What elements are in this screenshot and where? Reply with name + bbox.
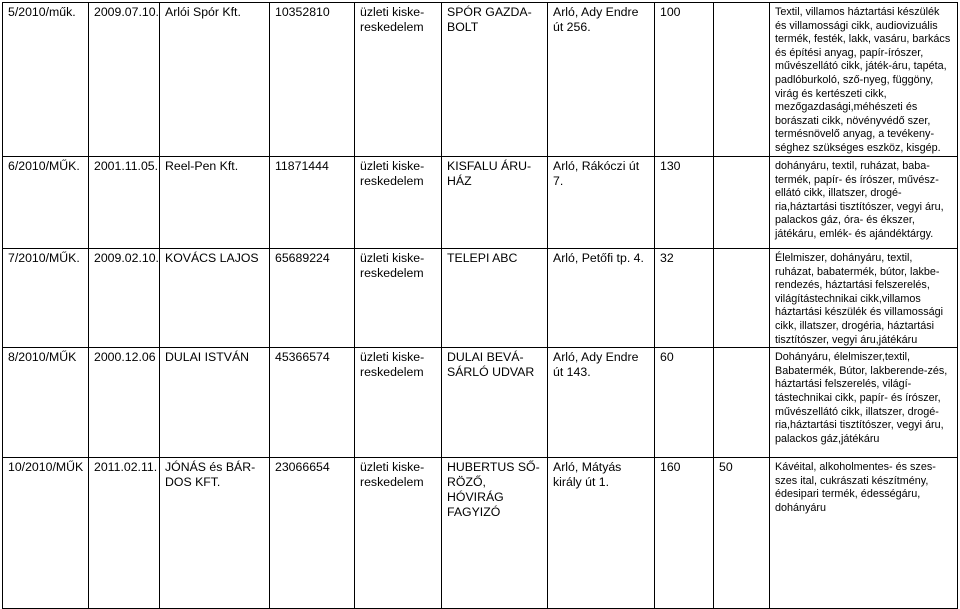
- type-cell: üzleti kiske-reskedelem: [355, 348, 442, 458]
- reg-no-cell: 6/2010/MŰK.: [3, 157, 89, 249]
- area-cell: 130: [655, 157, 714, 249]
- tax-id-cell: 65689224: [270, 249, 355, 348]
- shop-name-cell: KISFALU ÁRU-HÁZ: [442, 157, 548, 249]
- date-cell: 2011.02.11.: [89, 458, 160, 609]
- table-row: [3, 249, 958, 348]
- table-row: [3, 458, 958, 609]
- table-row: [3, 157, 958, 249]
- shop-name-cell: TELEPI ABC: [442, 249, 548, 348]
- reg-no-cell: 7/2010/MŰK.: [3, 249, 89, 348]
- tax-id-cell: 23066654: [270, 458, 355, 609]
- address-cell: Arló, Mátyás király út 1.: [548, 458, 655, 609]
- shop-name-cell: DULAI BEVÁ-SÁRLÓ UDVAR: [442, 348, 548, 458]
- address-cell: Arló, Rákóczi út 7.: [548, 157, 655, 249]
- extra-cell: [714, 3, 770, 157]
- date-cell: 2000.12.06: [89, 348, 160, 458]
- area-cell: 32: [655, 249, 714, 348]
- company-cell: DULAI ISTVÁN: [160, 348, 270, 458]
- tax-id-cell: 45366574: [270, 348, 355, 458]
- type-cell: üzleti kiske-reskedelem: [355, 157, 442, 249]
- activities-cell: dohányáru, textil, ruházat, baba-termék, papír- és írószer, művész-ellátó cikk, illatszer, drogé-ria,háztartási tisztítószer, vegyi áru, palackos gáz, óra- és ékszer, játékáru, emlék- és ajándéktárgy.: [770, 157, 958, 249]
- area-cell: 160: [655, 458, 714, 609]
- address-cell: Arló, Ady Endre út 143.: [548, 348, 655, 458]
- reg-no-cell: 8/2010/MŰK: [3, 348, 89, 458]
- type-cell: üzleti kiske-reskedelem: [355, 249, 442, 348]
- table-row: [3, 3, 958, 157]
- activities-cell: Kávéital, alkoholmentes- és szes-szes ital, cukrászati készítmény, édesipari termék, édességáru, dohányáru: [770, 458, 958, 609]
- shop-name-cell: SPÓR GAZDA-BOLT: [442, 3, 548, 157]
- table-row: [3, 348, 958, 458]
- company-cell: Arlói Spór Kft.: [160, 3, 270, 157]
- company-cell: JÓNÁS és BÁR-DOS KFT.: [160, 458, 270, 609]
- area-cell: 60: [655, 348, 714, 458]
- reg-no-cell: 10/2010/MŰK: [3, 458, 89, 609]
- extra-cell: 50: [714, 458, 770, 609]
- tax-id-cell: 10352810: [270, 3, 355, 157]
- activities-cell: Dohányáru, élelmiszer,textil, Babatermék, Bútor, lakberende-zés, háztartási felszerelés, világí-tástechnikai cikk, papír- és írószer, művészellátó cikk, illatszer, drogé-ria,háztartási tisztítószer, vegyi áru, palackos gáz,játékáru: [770, 348, 958, 458]
- company-cell: KOVÁCS LAJOS: [160, 249, 270, 348]
- reg-no-cell: 5/2010/műk.: [3, 3, 89, 157]
- company-cell: Reel-Pen Kft.: [160, 157, 270, 249]
- activities-cell: Élelmiszer, dohányáru, textil, ruházat, babatermék, bútor, lakbe-rendezés, háztartási felszerelés, világítástechnikai cikk,villamos háztartási készülék és villamossági cikk, illatszer, drogéria, háztartási tisztítószer, vegyi áru,játékáru: [770, 249, 958, 348]
- extra-cell: [714, 348, 770, 458]
- type-cell: üzleti kiske-reskedelem: [355, 3, 442, 157]
- shop-register-table: [2, 2, 958, 609]
- extra-cell: [714, 249, 770, 348]
- date-cell: 2009.02.10.: [89, 249, 160, 348]
- address-cell: Arló, Ady Endre út 256.: [548, 3, 655, 157]
- date-cell: 2009.07.10.: [89, 3, 160, 157]
- type-cell: üzleti kiske-reskedelem: [355, 458, 442, 609]
- tax-id-cell: 11871444: [270, 157, 355, 249]
- area-cell: 100: [655, 3, 714, 157]
- date-cell: 2001.11.05.: [89, 157, 160, 249]
- address-cell: Arló, Petőfi tp. 4.: [548, 249, 655, 348]
- extra-cell: [714, 157, 770, 249]
- shop-name-cell: HUBERTUS SŐ-RÖZŐ, HÓVIRÁG FAGYIZÓ: [442, 458, 548, 609]
- activities-cell: Textil, villamos háztartási készülék és villamossági cikk, audiovizuális termék, festék, lakk, vasáru, barkács és építési anyag, papír-írószer, művészellátó cikk, játék-áru, tapéta, padlóburkoló, sző-nyeg, függöny, virág és kertészeti cikk, mezőgazdasági,méhészeti és borászati cikk, növényvédő szer, termésnövelő anyag, a tevékeny-séghez szükséges eszköz, kisgép.: [770, 3, 958, 157]
